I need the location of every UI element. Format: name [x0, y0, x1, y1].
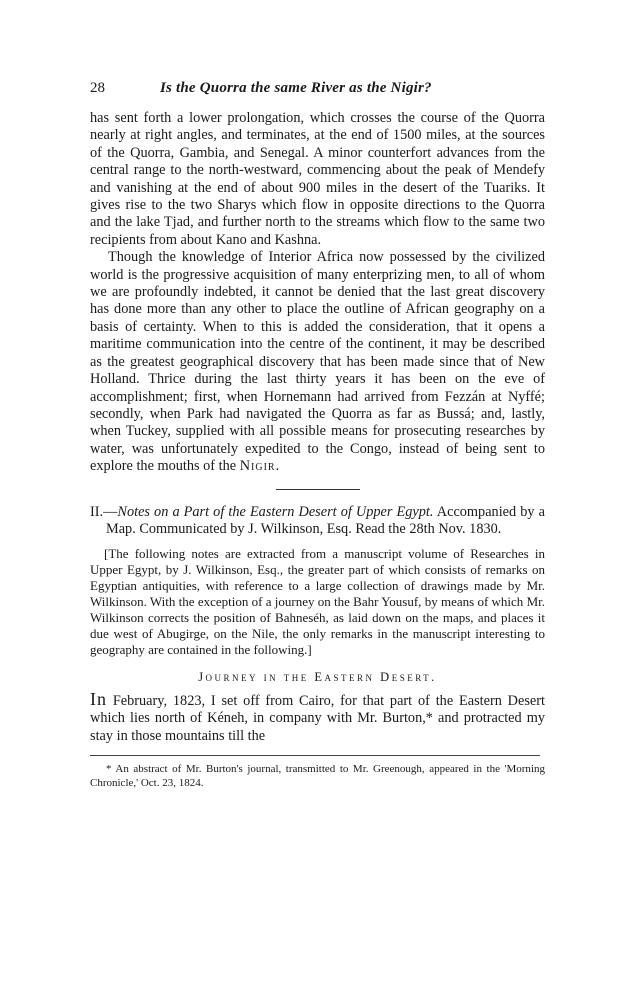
journey-text: February, 1823, I set off from Cairo, for that part of the Eastern Desert which lies north of Kéneh, in company with Mr. Burton,* and protracted my stay in those mountains till the [90, 692, 545, 744]
journey-dropcap: In [90, 688, 107, 709]
article-subtitle: Accompanied by a Map. Communicated by J. Wilkinson, Esq. Read the 28th Nov. 1830. [106, 503, 545, 538]
article-title: Notes on a Part of the Eastern Desert of Upper Egypt. [117, 503, 434, 520]
article-heading [90, 504, 545, 539]
paragraph-continuation: has sent forth a lower prolongation, which crosses the course of the Quorra nearly at right angles, and terminates, at the end of 1500 miles, at the sources of the Quorra, Gambia, and Senegal. A minor counterfort advances from the central range to the north-westward, commencing about the peak of Mendefy and vanishing at the end of about 900 miles in the desert of the Tuariks. It gives rise to the two Sharys which flow in opposite directions to the Quorra and the lake Tjad, and further north to the streams which flow to the same two recipients from about Kano and Kashna. [90, 110, 545, 248]
section-divider [276, 489, 360, 490]
footnote-divider [90, 755, 540, 756]
nigir-word: Nigir. [239, 458, 281, 475]
section-heading: Journey in the Eastern Desert. [198, 669, 437, 684]
editor-note: [The following notes are extracted from a manuscript volume of Researches in Upper Egypt, by J. Wilkinson, Esq., the greater part of which consists of remarks on Egyptian antiquities, with reference to a large collection of drawings made by Mr. Wilkinson. With the exception of a journey on the Bahr Yousuf, by means of which Mr. Wilkinson corrects the position of Bahneséh, as laid down on the maps, and places it due west of Abugirge, on the Nile, the only remarks in the manuscript interesting to geography are contained in the following.] [90, 545, 545, 657]
page-header [90, 80, 545, 102]
article-number: II.— [90, 503, 118, 520]
paragraph-journey [90, 688, 545, 745]
page-number: 28 [90, 80, 105, 96]
paragraph-discovery [90, 249, 545, 475]
footnote: * An abstract of Mr. Burton's journal, transmitted to Mr. Greenough, appeared in the 'Morning Chronicle,' Oct. 23, 1824. [90, 762, 545, 789]
running-title: Is the Quorra the same River as the Nigir? [160, 80, 432, 96]
paragraph-discovery-text: Though the knowledge of Interior Africa now possessed by the civilized world is the progressive acquisition of many enterprizing men, to all of whom we are profoundly indebted, it cannot be denied that the last great discovery has done more than any other to place the outline of African geography on a basis of certainty. When to this is added the consideration, that it opens a maritime communication into the centre of the continent, it may be described as the greatest geographical discovery that has been made since that of New Holland. Thrice during the last thirty years it has been on the eve of accomplishment; first, when Hornemann had arrived from Fezzán at Nyffé; secondly, when Park had navigated the Quorra as far as Bussá; and, lastly, when Tuckey, supplied with all possible means for prosecuting researches by water, was unfortunately expedited to the Congo, instead of being sent to explore the mouths of the [90, 249, 545, 475]
